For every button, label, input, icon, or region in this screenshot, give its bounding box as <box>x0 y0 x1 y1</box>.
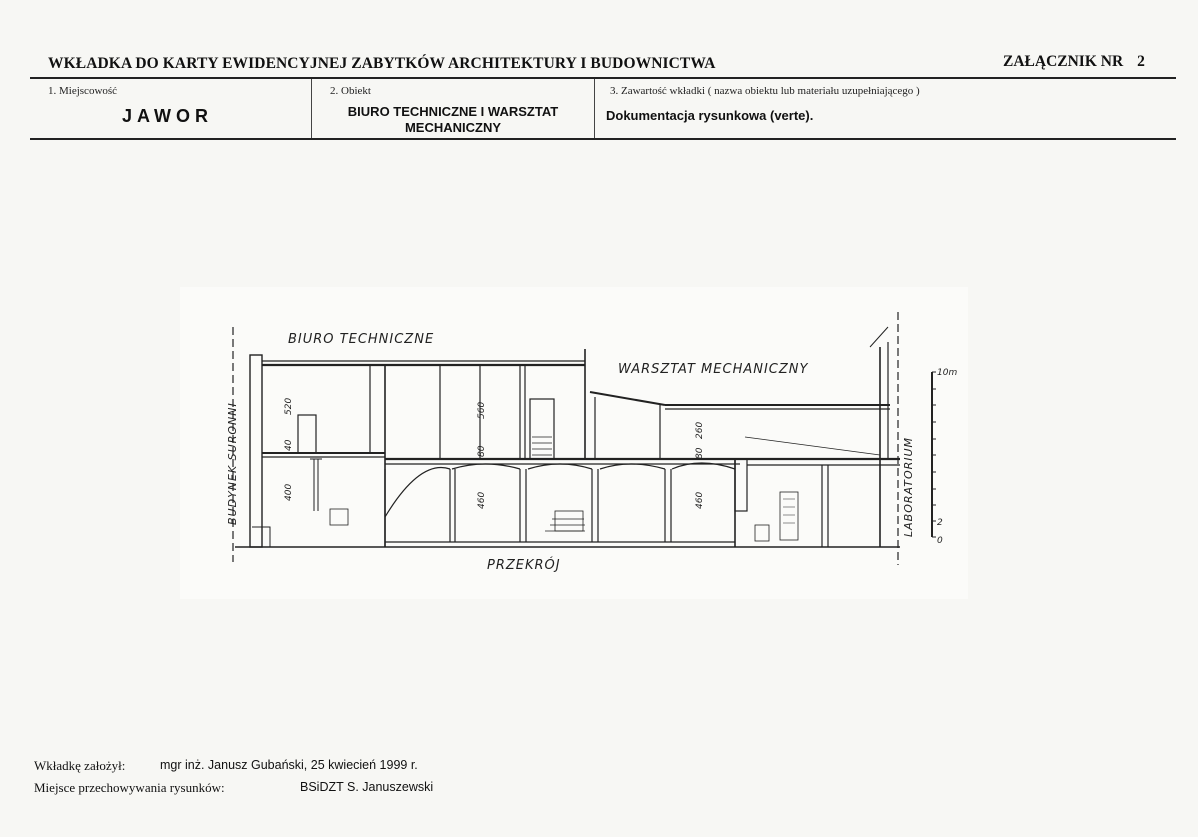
annex-number <box>1003 53 1145 71</box>
vaulted-hall <box>385 459 900 547</box>
storage-row <box>34 780 434 796</box>
contents-value: Dokumentacja rysunkowa (verte). <box>606 108 814 123</box>
scale-mid-label: 2 <box>937 518 943 528</box>
object-label: 2. Obiekt <box>330 85 371 97</box>
scale-zero-label: 0 <box>937 536 943 546</box>
dimension-label: 400 <box>284 483 294 501</box>
contents-label: 3. Zawartość wkładki ( nazwa obiektu lub materiału uzupełniającego ) <box>610 85 920 97</box>
storage-label: Miejsce przechowywania rysunków: <box>34 780 225 795</box>
field-divider <box>311 79 312 138</box>
dimension-label: 80 <box>695 447 705 459</box>
label-neighbor-building: BUDYNEK SURONNI <box>226 402 239 525</box>
dimension-label: 80 <box>477 445 487 457</box>
field-divider <box>594 79 595 138</box>
scale-top-label: 10m <box>937 368 958 378</box>
header-top-rule <box>30 77 1176 79</box>
section-drawing <box>180 287 968 599</box>
workshop-building <box>590 327 900 547</box>
author-label: Wkładkę założył: <box>34 758 126 773</box>
label-office: BIURO TECHNICZNE <box>288 332 435 347</box>
dimension-label: 40 <box>284 439 294 451</box>
author-row <box>34 758 418 774</box>
dimension-label: 260 <box>695 421 705 439</box>
dimension-label: 460 <box>695 491 705 509</box>
scale-bar <box>932 372 936 537</box>
dimension-label: 520 <box>284 397 294 415</box>
object-value: BIURO TECHNICZNE I WARSZTAT MECHANICZNY <box>347 104 559 135</box>
label-workshop: WARSZTAT MECHANICZNY <box>618 362 809 377</box>
dimension-label: 560 <box>477 401 487 419</box>
annex-value: 2 <box>1137 53 1145 70</box>
label-laboratory: LABORATORIUM <box>902 436 915 537</box>
locality-value: JAWOR <box>122 106 214 126</box>
author-value: mgr inż. Janusz Gubański, 25 kwiecień 1999 r. <box>160 758 418 772</box>
office-building <box>250 349 585 547</box>
storage-value: BSiDZT S. Januszewski <box>300 780 434 794</box>
page-title: WKŁADKA DO KARTY EWIDENCYJNEJ ZABYTKÓW ARCHITEKTURY I BUDOWNICTWA <box>48 55 716 72</box>
label-section: PRZEKRÓJ <box>487 558 561 573</box>
dimension-label: 460 <box>477 491 487 509</box>
annex-label: ZAŁĄCZNIK NR <box>1003 53 1124 70</box>
locality-label: 1. Miejscowość <box>48 85 118 97</box>
header-bottom-rule <box>30 138 1176 140</box>
